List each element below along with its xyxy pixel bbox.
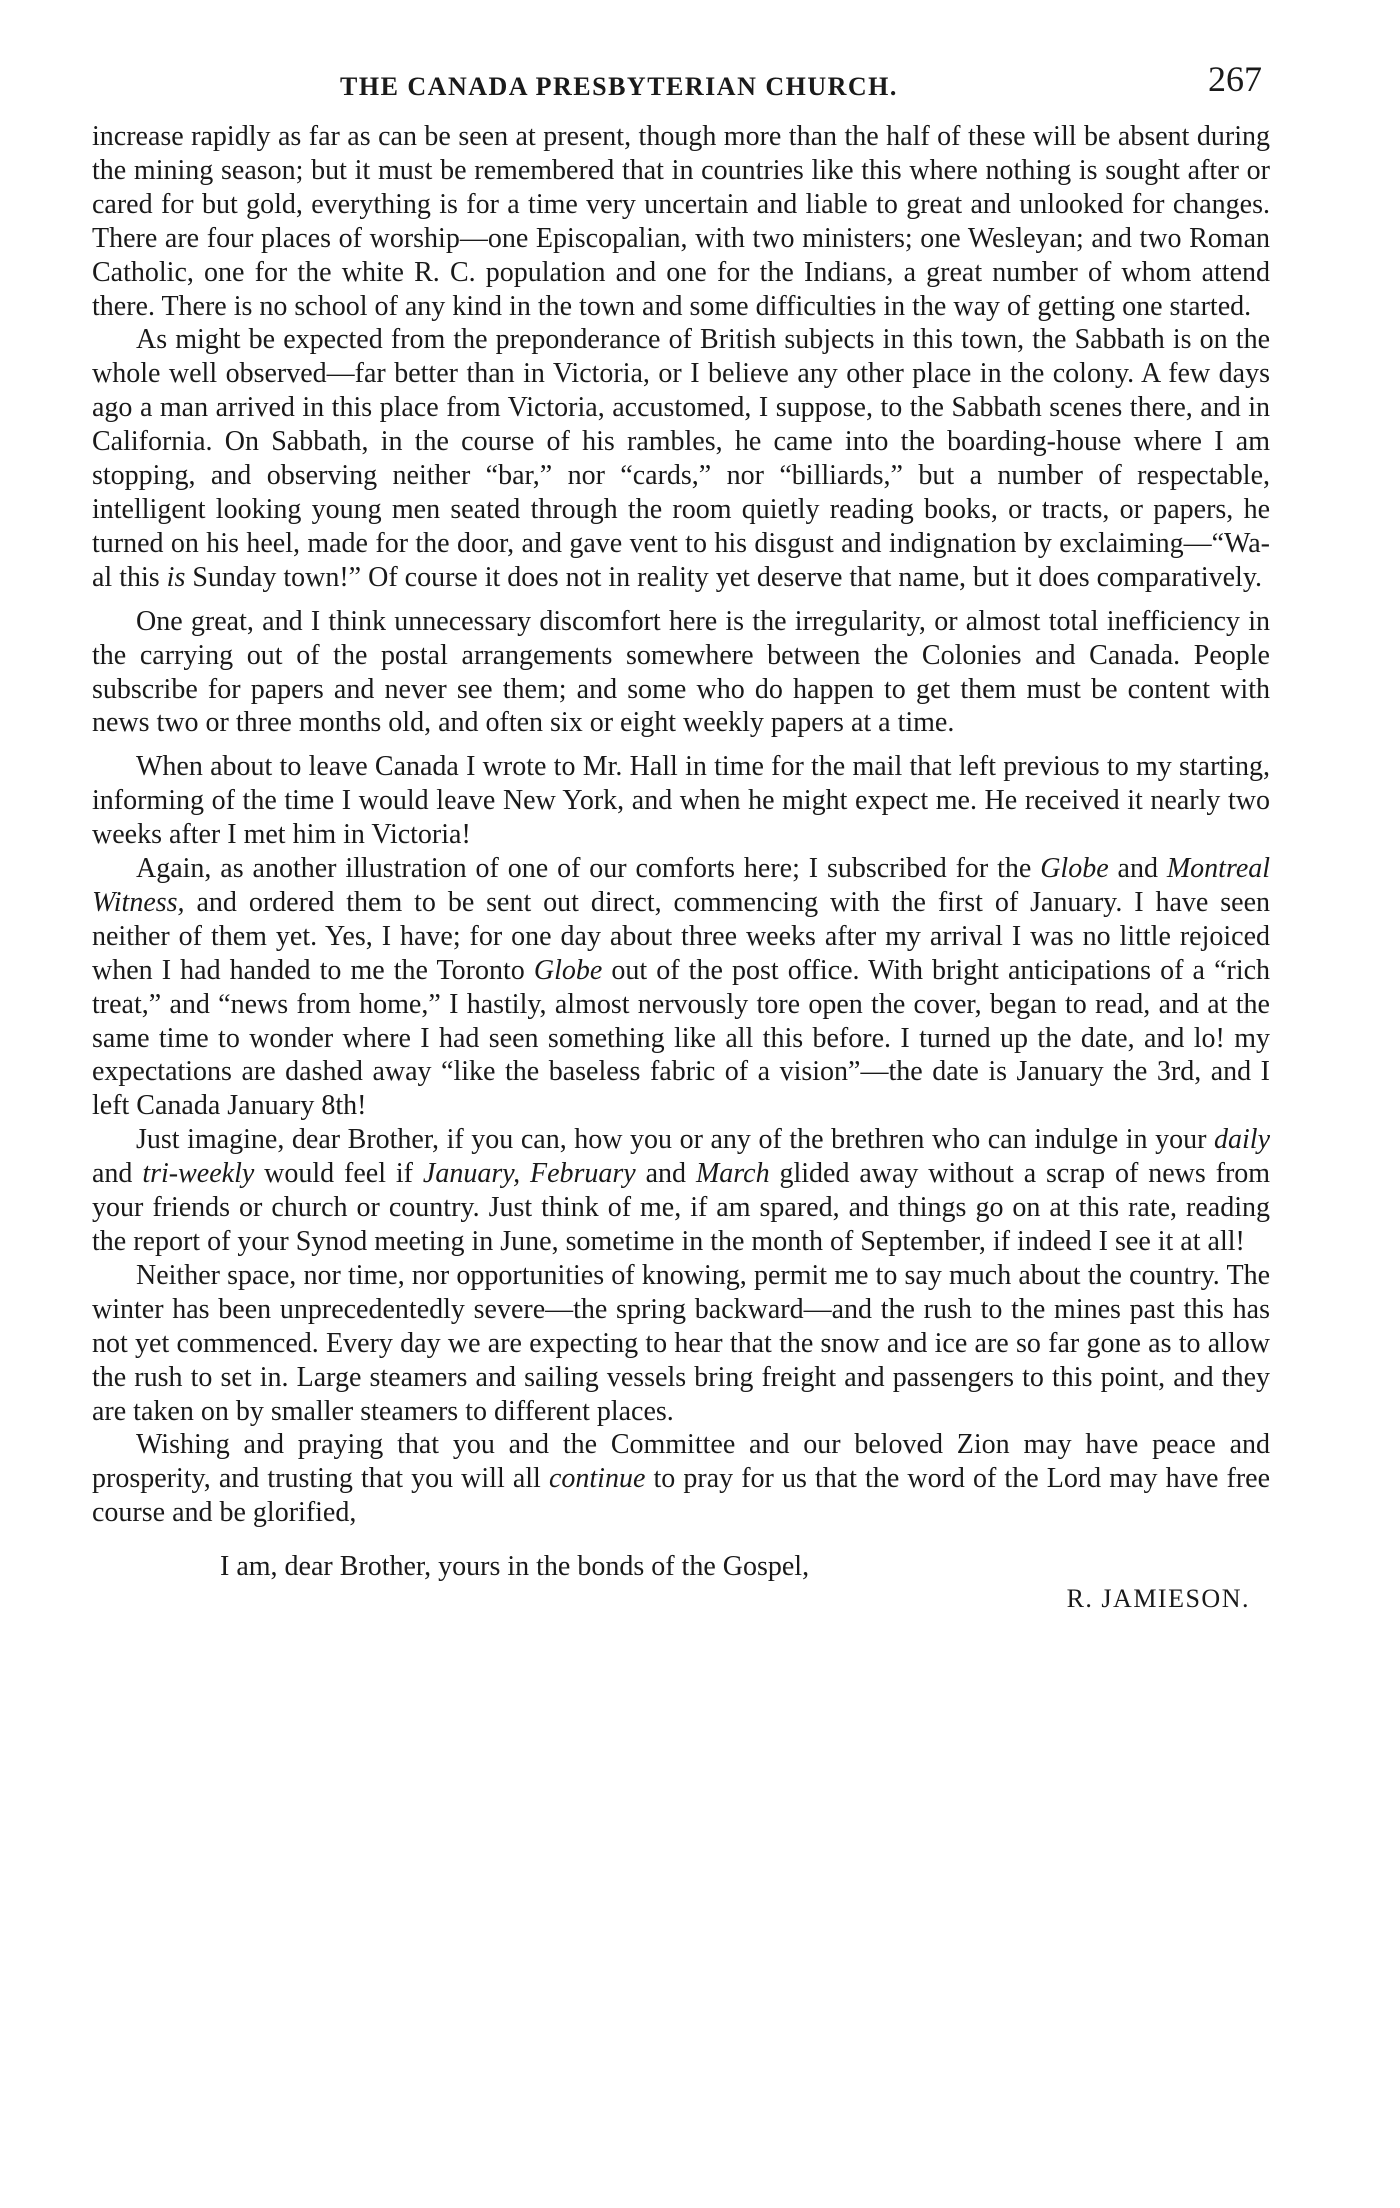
paragraph-5-text-d: out of the post office. With bright anticipations of a “rich treat,” and “news from home,” I hastily, almost nervously tore open the cover, began to read, and at the same time to wonder where I had seen something like all this before. I turned up the date, and lo! my expectations are dashed away “like the baseless fabric of a vision”—the date is January the 3rd, and I left Canada January 8th! bbox=[92, 954, 1271, 1122]
page-number: 267 bbox=[1208, 59, 1262, 99]
paragraph-7: Neither space, nor time, nor opportunities of knowing, permit me to say much about the country. The winter has been unprecedentedly severe—the spring backward—and the rush to the mines past this has not yet commenced. Every day we are expecting to hear that the snow and ice are so far gone as to allow the rush to set in. Large steamers and sailing vessels bring freight and passengers to this point, and they are taken on by smaller steamers to different places. bbox=[92, 1259, 1270, 1427]
emphasis-january-february: January, February bbox=[422, 1158, 636, 1190]
paragraph-6-text-b: and bbox=[92, 1158, 133, 1190]
emphasis-is: is bbox=[166, 561, 186, 593]
emphasis-daily: daily bbox=[1214, 1124, 1271, 1156]
paragraph-2-text: As might be expected from the preponderance of British subjects in this town, the Sabbath is on the whole well observed—far better than in Victoria, or I believe any other place in the colony. A few days ago a man arrived in this place from Victoria, accustomed, I suppose, to the Sabbath scenes there, and in California. On Sabbath, in the course of his rambles, he came into the boarding-house where I am stopping, and observing neither “bar,” nor “cards,” nor “billiards,” but a number of respectable, intelligent looking young men seated through the room quietly reading books, or tracts, or papers, he turned on his heel, made for the door, and gave vent to his disgust and indignation by exclaiming—“Wa-al this bbox=[92, 324, 1270, 593]
emphasis-continue: continue bbox=[548, 1463, 646, 1495]
paragraph-2 bbox=[92, 323, 1270, 594]
paragraph-8-text-b: to pray for us that the word of the Lord may have free course and be glorified, bbox=[92, 1463, 1271, 1529]
paragraph-4: When about to leave Canada I wrote to Mr. Hall in time for the mail that left previous to my starting, informing of the time I would leave New York, and when he might expect me. He received it nearly two weeks after I met him in Victoria! bbox=[92, 751, 1270, 851]
newspaper-globe: Globe bbox=[1040, 853, 1109, 885]
paragraph-6-text-a: Just imagine, dear Brother, if you can, how you or any of the brethren who can indulge in your bbox=[136, 1124, 1207, 1156]
paragraph-8-text-a: Wishing and praying that you and the Committee and our beloved Zion may have peace and prosperity, and trusting that you will all bbox=[92, 1429, 1270, 1495]
letter-body bbox=[92, 120, 1270, 1530]
paragraph-8 bbox=[92, 1428, 1270, 1530]
paragraph-6-text-d: and bbox=[645, 1158, 687, 1190]
paragraph-5-text-b: and bbox=[1117, 853, 1158, 885]
paragraph-3: One great, and I think unnecessary discomfort here is the irregularity, or almost total inefficiency in the carrying out of the postal arrangements somewhere between the Colonies and Canada. People subscribe for papers and never see them; and some who do happen to get them must be content with news two or three months old, and often six or eight weekly papers at a time. bbox=[92, 605, 1270, 739]
paragraph-5-text-a: Again, as another illustration of one of our comforts here; I subscribed for the bbox=[136, 853, 1032, 885]
newspaper-montreal-witness: Montreal Witness, bbox=[92, 853, 1271, 918]
paragraph-5-text-c: and ordered them to be sent out direct, commencing with the first of January. I have seen neither of them yet. Yes, I have; for one day about three weeks after my arrival I was no little rejoiced when I had handed to me the Toronto bbox=[92, 886, 1270, 986]
emphasis-tri-weekly: tri-weekly bbox=[142, 1158, 255, 1190]
closing-salutation: I am, dear Brother, yours in the bonds of the Gospel, bbox=[220, 1551, 810, 1583]
paragraph-2-end: Sunday town!” Of course it does not in reality yet deserve that name, but it does comparatively. bbox=[192, 561, 1263, 593]
running-head bbox=[92, 58, 1270, 120]
emphasis-march: March bbox=[695, 1158, 770, 1190]
running-title: THE CANADA PRESBYTERIAN CHURCH. bbox=[340, 72, 898, 101]
paragraph-5 bbox=[92, 852, 1270, 1123]
paragraph-6 bbox=[92, 1123, 1270, 1259]
paragraph-6-text-e: glided away without a scrap of news from your friends or church or country. Just think of me, if am spared, and things go on at this rate, reading the report of your Synod meeting in June, sometime in the month of September, if indeed I see it at all! bbox=[92, 1158, 1271, 1257]
paragraph-6-text-c: would feel if bbox=[264, 1158, 413, 1190]
paragraph-1: increase rapidly as far as can be seen at present, though more than the half of these will be absent during the mining season; but it must be remembered that in countries like this where nothing is sought after or cared for but gold, everything is for a time very uncertain and liable to great and unlooked for changes. There are four places of worship—one Episcopalian, with two ministers; one Wesleyan; and two Roman Catholic, one for the white R. C. population and one for the Indians, a great number of whom attend there. There is no school of any kind in the town and some difficulties in the way of getting one started. bbox=[92, 121, 1270, 322]
signature: R. JAMIESON. bbox=[1066, 1584, 1250, 1614]
newspaper-globe-2: Globe bbox=[533, 954, 603, 986]
